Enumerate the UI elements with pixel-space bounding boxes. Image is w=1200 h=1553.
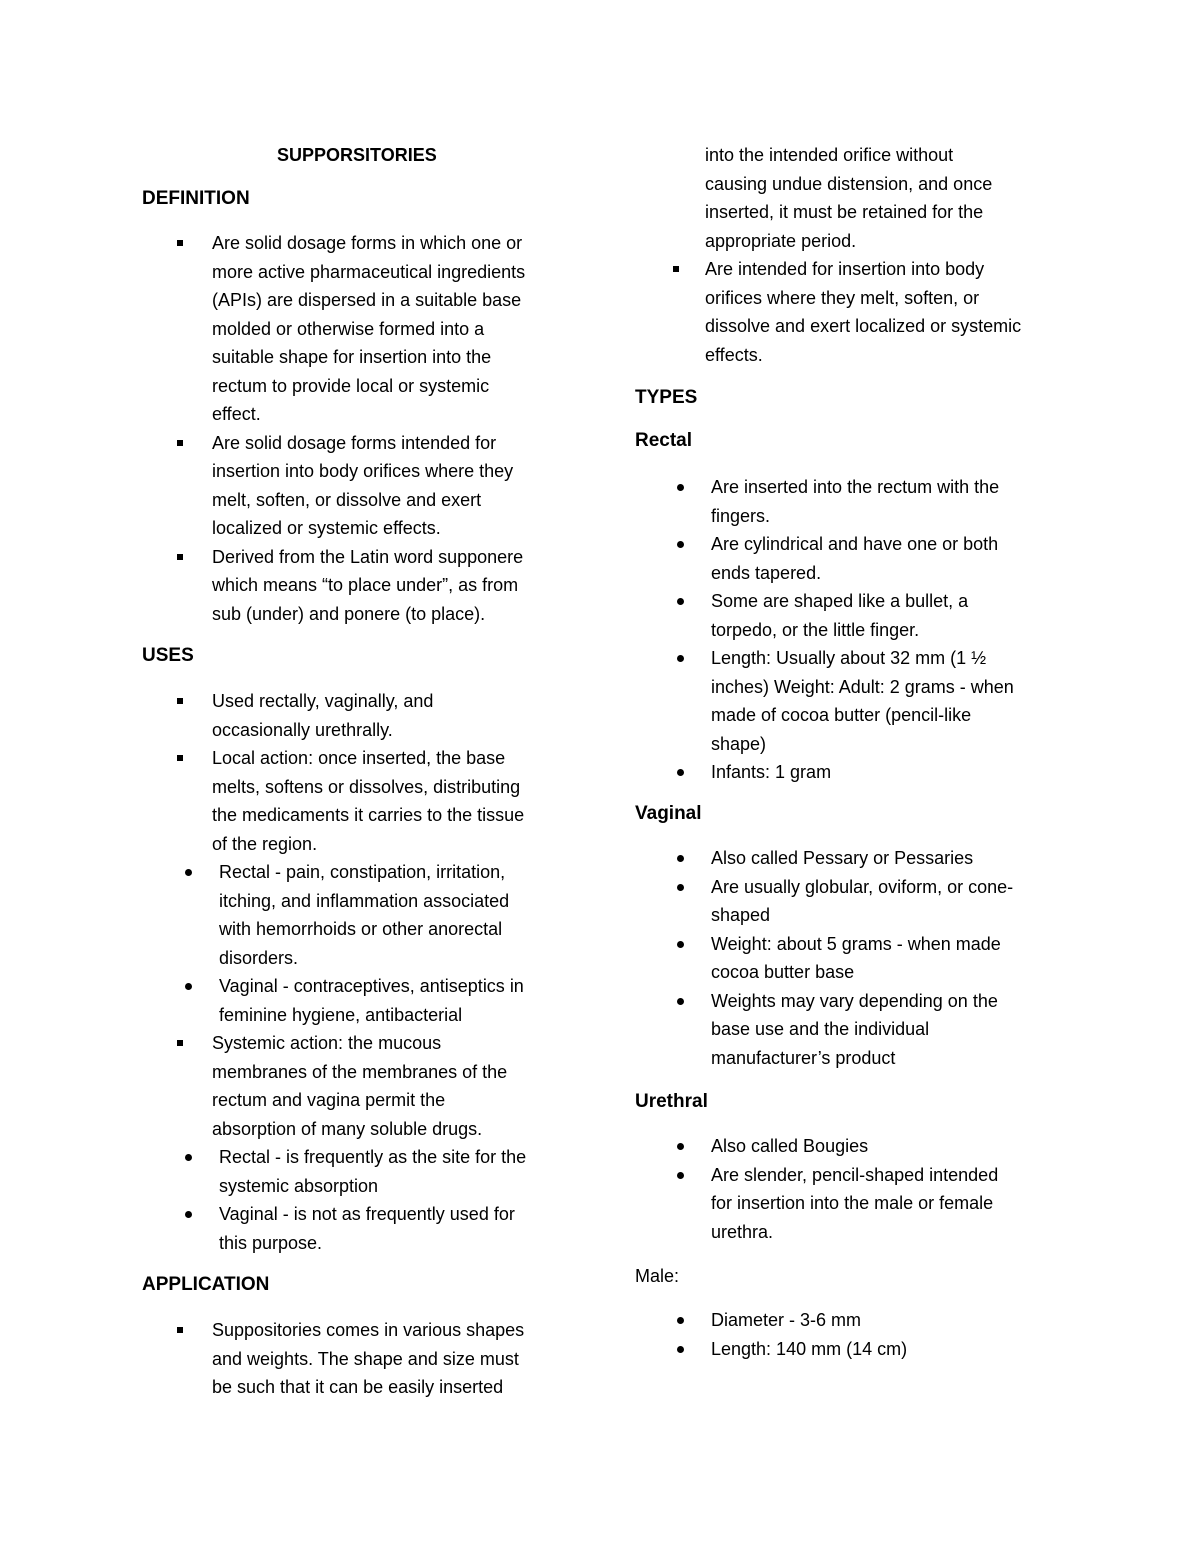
round-bullet-icon (677, 541, 684, 548)
list-item-line: systemic absorption (219, 1175, 379, 1196)
list-item-line: manufacturer’s product (711, 1047, 896, 1068)
round-bullet-icon (677, 855, 684, 862)
list-item-line: dissolve and exert localized or systemic (705, 316, 1022, 336)
round-bullet-icon (677, 1317, 684, 1324)
list-item-line: fingers. (711, 505, 771, 526)
list-item-line: Rectal - is frequently as the site for the (219, 1147, 527, 1167)
list-item-line: Are inserted into the rectum with the (711, 477, 1000, 497)
round-bullet-icon (677, 655, 684, 662)
list-item-line: Used rectally, vaginally, and (212, 691, 434, 711)
round-bullet-icon (677, 598, 684, 605)
list-item-line: inches) Weight: Adult: 2 grams - when (711, 676, 1014, 697)
list-item-line: effects. (705, 344, 763, 365)
list-item-line: occasionally urethrally. (212, 719, 393, 740)
list-item-line: ends tapered. (711, 562, 822, 583)
list-item-line: torpedo, or the little finger. (711, 619, 920, 640)
list-item-line: for insertion into the male or female (711, 1193, 994, 1213)
list-item-line: rectum to provide local or systemic (212, 375, 490, 396)
page-title: SUPPORSITORIES (277, 145, 437, 165)
list-item-line: Derived from the Latin word supponere (212, 546, 524, 567)
list-item-line: urethra. (711, 1221, 774, 1242)
subsection-heading-vaginal: Vaginal (635, 803, 702, 824)
list-item-line: Are cylindrical and have one or both (711, 534, 999, 554)
round-bullet-icon (677, 941, 684, 948)
list-item-line: causing undue distension, and once (705, 173, 993, 194)
list-item-line: feminine hygiene, antibacterial (219, 1004, 463, 1025)
list-item-line: more active pharmaceutical ingredients (212, 261, 526, 282)
square-bullet-icon (673, 266, 679, 272)
list-item-line: Are usually globular, oviform, or cone- (711, 876, 1014, 897)
square-bullet-icon (177, 698, 183, 704)
list-item-line: the medicaments it carries to the tissue (212, 805, 525, 825)
list-item-line: suitable shape for insertion into the (212, 347, 492, 367)
list-item-line: insertion into body orifices where they (212, 461, 514, 481)
list-item-line: shaped (711, 905, 771, 925)
list-item-line: cocoa butter base (711, 962, 855, 982)
list-item-line: membranes of the membranes of the (212, 1061, 508, 1082)
list-item-line: Length: Usually about 32 mm (1 ½ (711, 648, 987, 668)
list-item-line: inserted, it must be retained for the (705, 202, 984, 222)
list-item-line: be such that it can be easily inserted (212, 1377, 504, 1397)
subsection-heading-urethral: Urethral (635, 1091, 708, 1112)
square-bullet-icon (177, 440, 183, 446)
list-item-line: (APIs) are dispersed in a suitable base (212, 290, 522, 310)
list-item-line: Length: 140 mm (14 cm) (711, 1338, 908, 1359)
list-item-line: appropriate period. (705, 230, 857, 251)
male-label: Male: (635, 1266, 680, 1286)
round-bullet-icon (185, 1154, 192, 1161)
list-item-line: localized or systemic effects. (212, 518, 441, 538)
list-item-line: Also called Bougies (711, 1136, 869, 1156)
square-bullet-icon (177, 1040, 183, 1046)
list-item-line: rectum and vagina permit the (212, 1090, 446, 1110)
round-bullet-icon (677, 769, 684, 776)
list-item-line: of the region. (212, 833, 318, 854)
list-item-line: Are solid dosage forms intended for (212, 432, 497, 453)
round-bullet-icon (185, 869, 192, 876)
list-item-line: Are solid dosage forms in which one or (212, 233, 523, 253)
list-item-line: which means “to place under”, as from (212, 575, 519, 595)
section-heading-definition: DEFINITION (142, 188, 250, 209)
list-item-line: Also called Pessary or Pessaries (711, 848, 974, 868)
list-item-line: Rectal - pain, constipation, irritation, (219, 862, 506, 882)
round-bullet-icon (677, 1346, 684, 1353)
list-item-line: Are slender, pencil-shaped intended (711, 1164, 999, 1185)
list-item-line: sub (under) and ponere (to place). (212, 603, 486, 624)
list-item-line: orifices where they melt, soften, or (705, 287, 980, 308)
list-item-line: molded or otherwise formed into a (212, 318, 485, 339)
list-item-line: Local action: once inserted, the base (212, 748, 506, 768)
round-bullet-icon (677, 1172, 684, 1179)
square-bullet-icon (177, 554, 183, 560)
list-item-line: Vaginal - contraceptives, antiseptics in (219, 976, 524, 996)
round-bullet-icon (677, 484, 684, 491)
list-item-line: shape) (711, 733, 767, 754)
list-item-line: absorption of many soluble drugs. (212, 1118, 483, 1139)
list-item-line: Suppositories comes in various shapes (212, 1320, 525, 1340)
round-bullet-icon (677, 884, 684, 891)
list-item-line: effect. (212, 404, 261, 424)
list-item-line: itching, and inflammation associated (219, 890, 510, 911)
list-item-line: disorders. (219, 947, 299, 968)
square-bullet-icon (177, 1327, 183, 1333)
round-bullet-icon (677, 998, 684, 1005)
list-item-line: base use and the individual (711, 1019, 930, 1039)
list-item-line: Are intended for insertion into body (705, 259, 985, 279)
list-item-line: melts, softens or dissolves, distributing (212, 776, 521, 797)
round-bullet-icon (185, 1211, 192, 1218)
list-item-line: Diameter - 3-6 mm (711, 1310, 862, 1330)
list-item-line: Vaginal - is not as frequently used for (219, 1204, 515, 1224)
list-item-line: Weights may vary depending on the (711, 990, 998, 1011)
list-item-line: Systemic action: the mucous (212, 1033, 442, 1053)
list-item-line: made of cocoa butter (pencil-like (711, 705, 972, 725)
section-heading-uses: USES (142, 645, 194, 666)
list-item-line: Some are shaped like a bullet, a (711, 591, 969, 611)
section-heading-application: APPLICATION (142, 1274, 270, 1295)
subsection-heading-rectal: Rectal (635, 430, 693, 451)
list-item-line: Infants: 1 gram (711, 762, 832, 782)
round-bullet-icon (677, 1143, 684, 1150)
list-item-line: Weight: about 5 grams - when made (711, 933, 1001, 954)
round-bullet-icon (185, 983, 192, 990)
list-item-line: this purpose. (219, 1232, 323, 1253)
section-heading-types: TYPES (635, 387, 698, 408)
list-item-line: and weights. The shape and size must (212, 1348, 519, 1369)
list-item-line: into the intended orifice without (705, 145, 954, 165)
list-item-line: with hemorrhoids or other anorectal (219, 919, 503, 939)
square-bullet-icon (177, 240, 183, 246)
list-item-line: melt, soften, or dissolve and exert (212, 489, 482, 510)
square-bullet-icon (177, 755, 183, 761)
